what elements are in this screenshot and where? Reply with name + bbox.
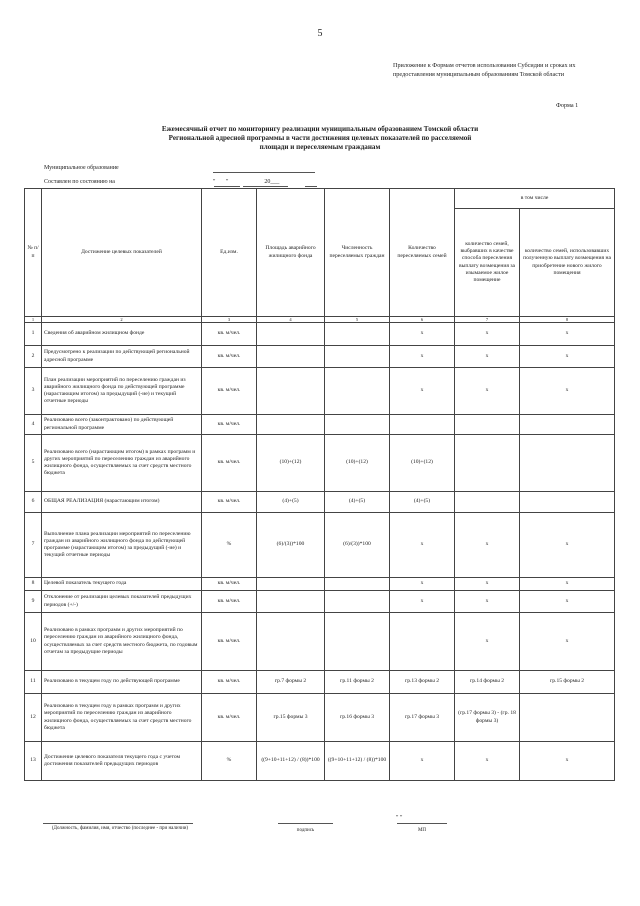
column-number: 5	[325, 317, 390, 323]
page-number: 5	[317, 28, 323, 39]
table-row	[25, 694, 615, 742]
row-purchase[interactable]	[520, 492, 615, 513]
row-purchase: гр.15 формы 2	[520, 671, 615, 694]
row-number: 3	[25, 368, 42, 415]
row-people: (10)+(12)	[325, 435, 390, 492]
row-unit: кв. м/чел.	[202, 415, 257, 435]
row-description: Реализовано в рамках программ и других мероприятий по переселению граждан из аварийного жилищного фонда, осуществляемых за счет средств местного бюджета, по годовым отчетам за предыдущие периоды	[42, 613, 202, 671]
title-line: площади и переселяемым гражданам	[259, 143, 381, 152]
header-people: Численность переселяемых граждан	[325, 189, 390, 317]
row-purchase: х	[520, 742, 615, 781]
row-families: гр.13 формы 2	[390, 671, 455, 694]
row-compensation: х	[455, 613, 520, 671]
row-unit: кв. м/чел.	[202, 591, 257, 613]
row-people[interactable]	[325, 578, 390, 591]
column-number: 4	[257, 317, 325, 323]
table-row	[25, 415, 615, 435]
signature-caption: подпись	[296, 828, 315, 833]
row-description: Реализовано в текущем году в рамках программ и других мероприятий по переселению граждан из аварийного жилищного фонда, осуществляемых за счет средств местного бюджета	[42, 694, 202, 742]
row-families: х	[390, 742, 455, 781]
table-row	[25, 742, 615, 781]
signature-date: " "	[396, 815, 403, 821]
row-unit: %	[202, 742, 257, 781]
row-purchase[interactable]	[520, 435, 615, 492]
header-sub-purchase: количество семей, использовавших полученную выплату возмещения на приобретение нового жилого помещения	[520, 209, 615, 317]
row-area: гр.7 формы 2	[257, 671, 325, 694]
row-number: 5	[25, 435, 42, 492]
municipality-field[interactable]	[213, 172, 315, 173]
report-title	[20, 125, 620, 153]
column-number: 3	[202, 317, 257, 323]
header-area: Площадь аварийного жилищного фонда	[257, 189, 325, 317]
row-compensation: х	[455, 368, 520, 415]
row-unit: кв. м/чел.	[202, 492, 257, 513]
row-people: (4)+(5)	[325, 492, 390, 513]
row-area[interactable]	[257, 368, 325, 415]
title-line: Ежемесячный отчет по мониторингу реализации муниципальным образованием Томской области	[161, 125, 479, 133]
date-year-field[interactable]	[305, 186, 317, 187]
row-families: х	[390, 513, 455, 578]
row-area: (10)+(12)	[257, 435, 325, 492]
row-purchase: х	[520, 613, 615, 671]
stamp-field[interactable]	[397, 823, 447, 824]
title-line: Региональной адресной программы в части достижения целевых показателей по расселяемой	[168, 134, 472, 143]
row-compensation: х	[455, 323, 520, 346]
row-unit: кв. м/чел.	[202, 613, 257, 671]
column-number: 8	[520, 317, 615, 323]
row-number: 4	[25, 415, 42, 435]
row-people: гр.16 формы 3	[325, 694, 390, 742]
row-number: 6	[25, 492, 42, 513]
row-number: 2	[25, 346, 42, 368]
header-num: № п/п	[25, 189, 42, 317]
row-number: 11	[25, 671, 42, 694]
header-sub-compensation: количество семей, выбравших в качестве способа переселения выплату возмещения за изымаемое жилое помещение	[455, 209, 520, 317]
table-row	[25, 591, 615, 613]
row-area: гр.15 формы 3	[257, 694, 325, 742]
row-number: 10	[25, 613, 42, 671]
row-number: 12	[25, 694, 42, 742]
row-unit: кв. м/чел.	[202, 671, 257, 694]
row-area[interactable]	[257, 578, 325, 591]
row-purchase[interactable]	[520, 694, 615, 742]
row-families[interactable]	[390, 613, 455, 671]
row-description: Выполнение плана реализации мероприятий по переселению граждан из аварийного жилищного фонда по действующей программе (нарастающим итогом) за предыдущий (-ие) и текущий отчетные периоды	[42, 513, 202, 578]
row-description: Достижение целевого показателя текущего года с учетом достижения показателей предыдущих периодов	[42, 742, 202, 781]
row-compensation: гр.14 формы 2	[455, 671, 520, 694]
date-month-field[interactable]	[243, 186, 288, 187]
row-purchase: х	[520, 368, 615, 415]
row-area[interactable]	[257, 323, 325, 346]
row-families: х	[390, 368, 455, 415]
row-purchase: х	[520, 346, 615, 368]
table-row	[25, 435, 615, 492]
position-caption: (Должность, фамилия, имя, отчество (последнее - при наличии)	[51, 826, 189, 831]
stamp-caption: МП	[417, 828, 427, 833]
row-unit: кв. м/чел.	[202, 578, 257, 591]
row-compensation: х	[455, 346, 520, 368]
row-description: Реализовано всего (нарастающим итогом) в рамках программ и других мероприятий по переселению граждан из аварийного жилищного фонда, осуществляемых за счет средств местного бюджета	[42, 435, 202, 492]
row-description: Реализовано в текущем году по действующей программе	[42, 671, 202, 694]
column-number: 1	[25, 317, 42, 323]
row-area[interactable]	[257, 346, 325, 368]
signature-field[interactable]	[278, 823, 333, 824]
table-row	[25, 613, 615, 671]
row-families: гр.17 формы 3	[390, 694, 455, 742]
header-achievement: Достижение целевых показателей	[42, 189, 202, 317]
row-unit: кв. м/чел.	[202, 435, 257, 492]
row-purchase[interactable]	[520, 415, 615, 435]
row-purchase: х	[520, 513, 615, 578]
row-purchase: х	[520, 323, 615, 346]
row-people[interactable]	[325, 368, 390, 415]
row-people[interactable]	[325, 591, 390, 613]
row-unit: кв. м/чел.	[202, 346, 257, 368]
row-families: х	[390, 591, 455, 613]
row-people: гр.11 формы 2	[325, 671, 390, 694]
row-description: Реализовано всего (законтрактовано) по действующей региональной программе	[42, 415, 202, 435]
header-including: в том числе	[455, 189, 615, 209]
table-row	[25, 323, 615, 346]
row-area[interactable]	[257, 415, 325, 435]
table-row	[25, 346, 615, 368]
column-number: 7	[455, 317, 520, 323]
table-row	[25, 492, 615, 513]
row-families: (10)+(12)	[390, 435, 455, 492]
row-description: Отклонение от реализации целевых показателей предыдущих периодов (+/-)	[42, 591, 202, 613]
row-families: (4)+(5)	[390, 492, 455, 513]
row-people[interactable]	[325, 613, 390, 671]
table-row	[25, 671, 615, 694]
row-compensation[interactable]	[455, 492, 520, 513]
row-compensation: х	[455, 578, 520, 591]
table-body	[25, 317, 615, 781]
table-row	[25, 513, 615, 578]
header-families: Количество переселяемых семей	[390, 189, 455, 317]
appendix-note: Приложение к Формам отчетов использования Субсидии и сроках их предоставления муниципальным образованиям Томской области	[393, 62, 576, 78]
row-area: (4)+(5)	[257, 492, 325, 513]
header-unit: Ед.изм.	[202, 189, 257, 317]
row-unit: кв. м/чел.	[202, 323, 257, 346]
row-families: х	[390, 578, 455, 591]
report-table	[24, 188, 615, 781]
row-families[interactable]	[390, 415, 455, 435]
row-area[interactable]	[257, 613, 325, 671]
row-people: ((9+10+11+12) / (8))*100	[325, 742, 390, 781]
column-number: 2	[42, 317, 202, 323]
row-number: 13	[25, 742, 42, 781]
row-area: (6)/(3))*100	[257, 513, 325, 578]
row-compensation[interactable]	[455, 435, 520, 492]
row-area: ((9+10+11+12) / (8))*100	[257, 742, 325, 781]
row-number: 8	[25, 578, 42, 591]
municipality-label: Муниципальное образование	[44, 165, 119, 171]
row-compensation: х	[455, 513, 520, 578]
row-people: (6)/(3))*100	[325, 513, 390, 578]
date-day-field[interactable]	[214, 186, 240, 187]
row-people[interactable]	[325, 415, 390, 435]
row-compensation: (гр.17 формы 3) - (гр. 18 формы 3)	[455, 694, 520, 742]
row-purchase: х	[520, 578, 615, 591]
state-label: Составлен по состоянию на	[44, 179, 115, 185]
table-row	[25, 578, 615, 591]
row-purchase: х	[520, 591, 615, 613]
row-number: 1	[25, 323, 42, 346]
row-families: х	[390, 346, 455, 368]
state-date: " " 20___	[213, 179, 280, 185]
row-description: Сведения об аварийном жилищном фонде	[42, 323, 202, 346]
row-unit: %	[202, 513, 257, 578]
row-description: Предусмотрено к реализации по действующей региональной адресной программе	[42, 346, 202, 368]
row-compensation[interactable]	[455, 415, 520, 435]
form-label: Форма 1	[556, 102, 579, 109]
row-number: 9	[25, 591, 42, 613]
row-unit: кв. м/чел.	[202, 368, 257, 415]
row-people[interactable]	[325, 323, 390, 346]
row-families: х	[390, 323, 455, 346]
row-number: 7	[25, 513, 42, 578]
row-description: План реализации мероприятий по переселению граждан из аварийного жилищного фонда по действующей программе (нарастающим итогом) за предыдущий (-ие) и текущий отчетные периоды	[42, 368, 202, 415]
column-number: 6	[390, 317, 455, 323]
row-compensation: х	[455, 591, 520, 613]
row-description: Целевой показатель текущего года	[42, 578, 202, 591]
row-compensation: х	[455, 742, 520, 781]
row-area[interactable]	[257, 591, 325, 613]
row-unit: кв. м/чел.	[202, 694, 257, 742]
row-people[interactable]	[325, 346, 390, 368]
row-description: ОБЩАЯ РЕАЛИЗАЦИЯ (нарастающим итогом)	[42, 492, 202, 513]
position-field[interactable]	[43, 823, 193, 824]
table-row	[25, 368, 615, 415]
